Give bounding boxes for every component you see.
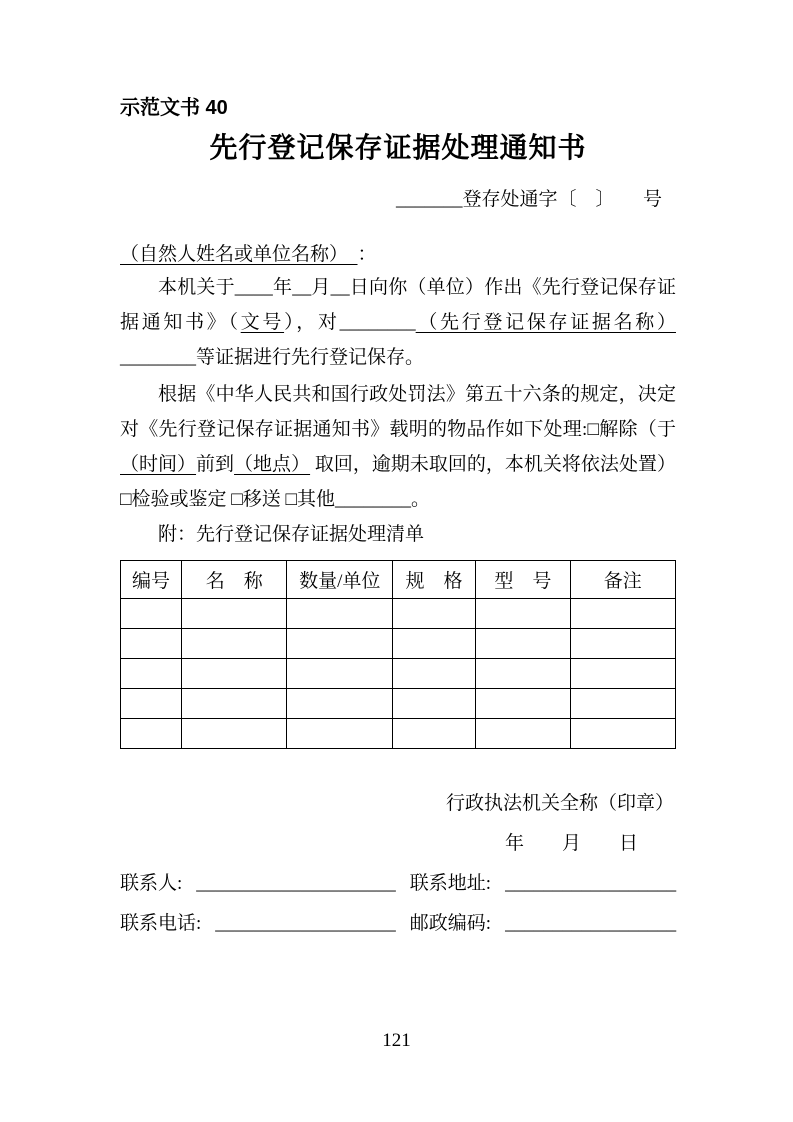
doc-number-field: 文号 <box>240 312 285 333</box>
postal-code-blank: __________________ <box>505 913 677 934</box>
text-segment: 解除（于 <box>599 419 676 440</box>
table-body <box>121 599 676 749</box>
doc-label: 示范文书 40 <box>120 97 228 119</box>
table-cell <box>121 689 182 719</box>
salutation-colon: ： <box>357 244 377 265</box>
text-segment: 根据《中华人民共和国行政处罚法》第五十六条的规定，决定对《先行登记保存证据通知书》载明的物品作如下处理: <box>120 384 676 440</box>
text-segment: ），对 <box>284 312 340 333</box>
document-content <box>120 96 676 937</box>
text-segment: 年 <box>272 277 293 298</box>
issuing-authority-line: 行政执法机关全称（印章） <box>445 793 674 814</box>
contact-address-blank: __________________ <box>505 873 677 894</box>
table-cell <box>121 629 182 659</box>
blank-field-month: __ <box>292 277 312 298</box>
text-segment: 月 <box>311 277 331 298</box>
place-field: （地点） <box>234 454 311 475</box>
page-title: 先行登记保存证据处理通知书 <box>209 132 587 163</box>
ref-number-line <box>120 188 676 212</box>
table-cell <box>570 629 675 659</box>
table-cell <box>570 599 675 629</box>
blank-field: ________ <box>339 312 416 333</box>
table-cell <box>287 599 392 629</box>
contact-phone-label: 联系电话: <box>120 913 202 934</box>
table-cell <box>392 689 475 719</box>
table-cell <box>476 689 570 719</box>
postal-code-label: 邮政编码: <box>409 913 492 934</box>
contact-address-label: 联系地址: <box>409 873 492 894</box>
contact-phone-blank: ___________________ <box>215 913 396 934</box>
blank-field: ________ <box>120 347 196 368</box>
ref-blank-field: _______ <box>395 189 463 210</box>
contact-person-label: 联系人: <box>120 873 183 894</box>
table-cell <box>392 659 475 689</box>
blank-field-day: __ <box>330 277 350 298</box>
text-segment: 移送 <box>242 489 286 510</box>
text-segment: 等证据进行先行登记保存。 <box>196 347 425 368</box>
table-cell <box>570 659 675 689</box>
table-cell <box>121 719 182 749</box>
salutation-line <box>120 242 676 268</box>
blank-field-other: ________ <box>335 489 411 510</box>
contact-person-blank: _____________________ <box>196 873 396 894</box>
attachment-line: 附：先行登记保存证据处理清单 <box>158 524 425 545</box>
table-cell <box>182 629 287 659</box>
table-cell <box>287 629 392 659</box>
paragraph-1 <box>120 270 676 375</box>
contact-line-1 <box>120 871 676 897</box>
text-segment: 日向你（单位）作出《先行登记保存证据通知书》（ <box>120 277 676 333</box>
table-row <box>121 629 676 659</box>
table-row <box>121 719 676 749</box>
checkbox-transfer-icon: □ <box>231 489 243 510</box>
table-cell <box>287 719 392 749</box>
table-cell <box>182 599 287 629</box>
table-row <box>121 599 676 629</box>
paragraph-2 <box>120 377 676 517</box>
table-header-cell: 编号 <box>121 561 182 599</box>
table-cell <box>287 659 392 689</box>
checkbox-inspect-icon: □ <box>120 489 132 510</box>
ref-text: 登存处通字〔 〕 号 <box>462 189 662 210</box>
table-row <box>121 659 676 689</box>
text-segment: 检验或鉴定 <box>131 489 232 510</box>
table-cell <box>476 719 570 749</box>
evidence-name-field: （先行登记保存证据名称） <box>415 312 676 333</box>
table-header-cell: 备注 <box>570 561 675 599</box>
table-cell <box>570 719 675 749</box>
table-cell <box>121 659 182 689</box>
table-cell <box>392 629 475 659</box>
table-cell <box>182 719 287 749</box>
text-segment: 前到 <box>196 454 235 475</box>
table-cell <box>392 719 475 749</box>
page-number: 121 <box>382 1030 411 1051</box>
table-cell <box>182 659 287 689</box>
checkbox-other-icon: □ <box>285 489 297 510</box>
text-segment: 取回，逾期未取回的，本机关将依法处置） <box>310 454 676 475</box>
text-segment: 本机关于 <box>158 277 235 298</box>
checkbox-release-icon: □ <box>587 419 600 440</box>
date-line: 年 月 日 <box>504 833 638 854</box>
evidence-table <box>120 560 676 749</box>
table-cell <box>182 689 287 719</box>
blank-field-year: ____ <box>234 277 273 298</box>
table-header-cell: 数量/单位 <box>287 561 392 599</box>
time-field: （时间） <box>120 454 197 475</box>
table-cell <box>476 659 570 689</box>
contact-line-2 <box>120 911 676 937</box>
text-segment: 其他 <box>296 489 335 510</box>
table-header-cell: 规 格 <box>392 561 475 599</box>
table-cell <box>476 629 570 659</box>
table-cell <box>121 599 182 629</box>
table-cell <box>392 599 475 629</box>
addressee-name-field: （自然人姓名或单位名称） <box>120 244 358 265</box>
text-segment: 。 <box>411 489 431 510</box>
table-cell <box>287 689 392 719</box>
table-cell <box>476 599 570 629</box>
table-row <box>121 689 676 719</box>
table-header-cell: 名 称 <box>182 561 287 599</box>
table-header-row <box>121 561 676 599</box>
table-cell <box>570 689 675 719</box>
table-header-cell: 型 号 <box>476 561 570 599</box>
